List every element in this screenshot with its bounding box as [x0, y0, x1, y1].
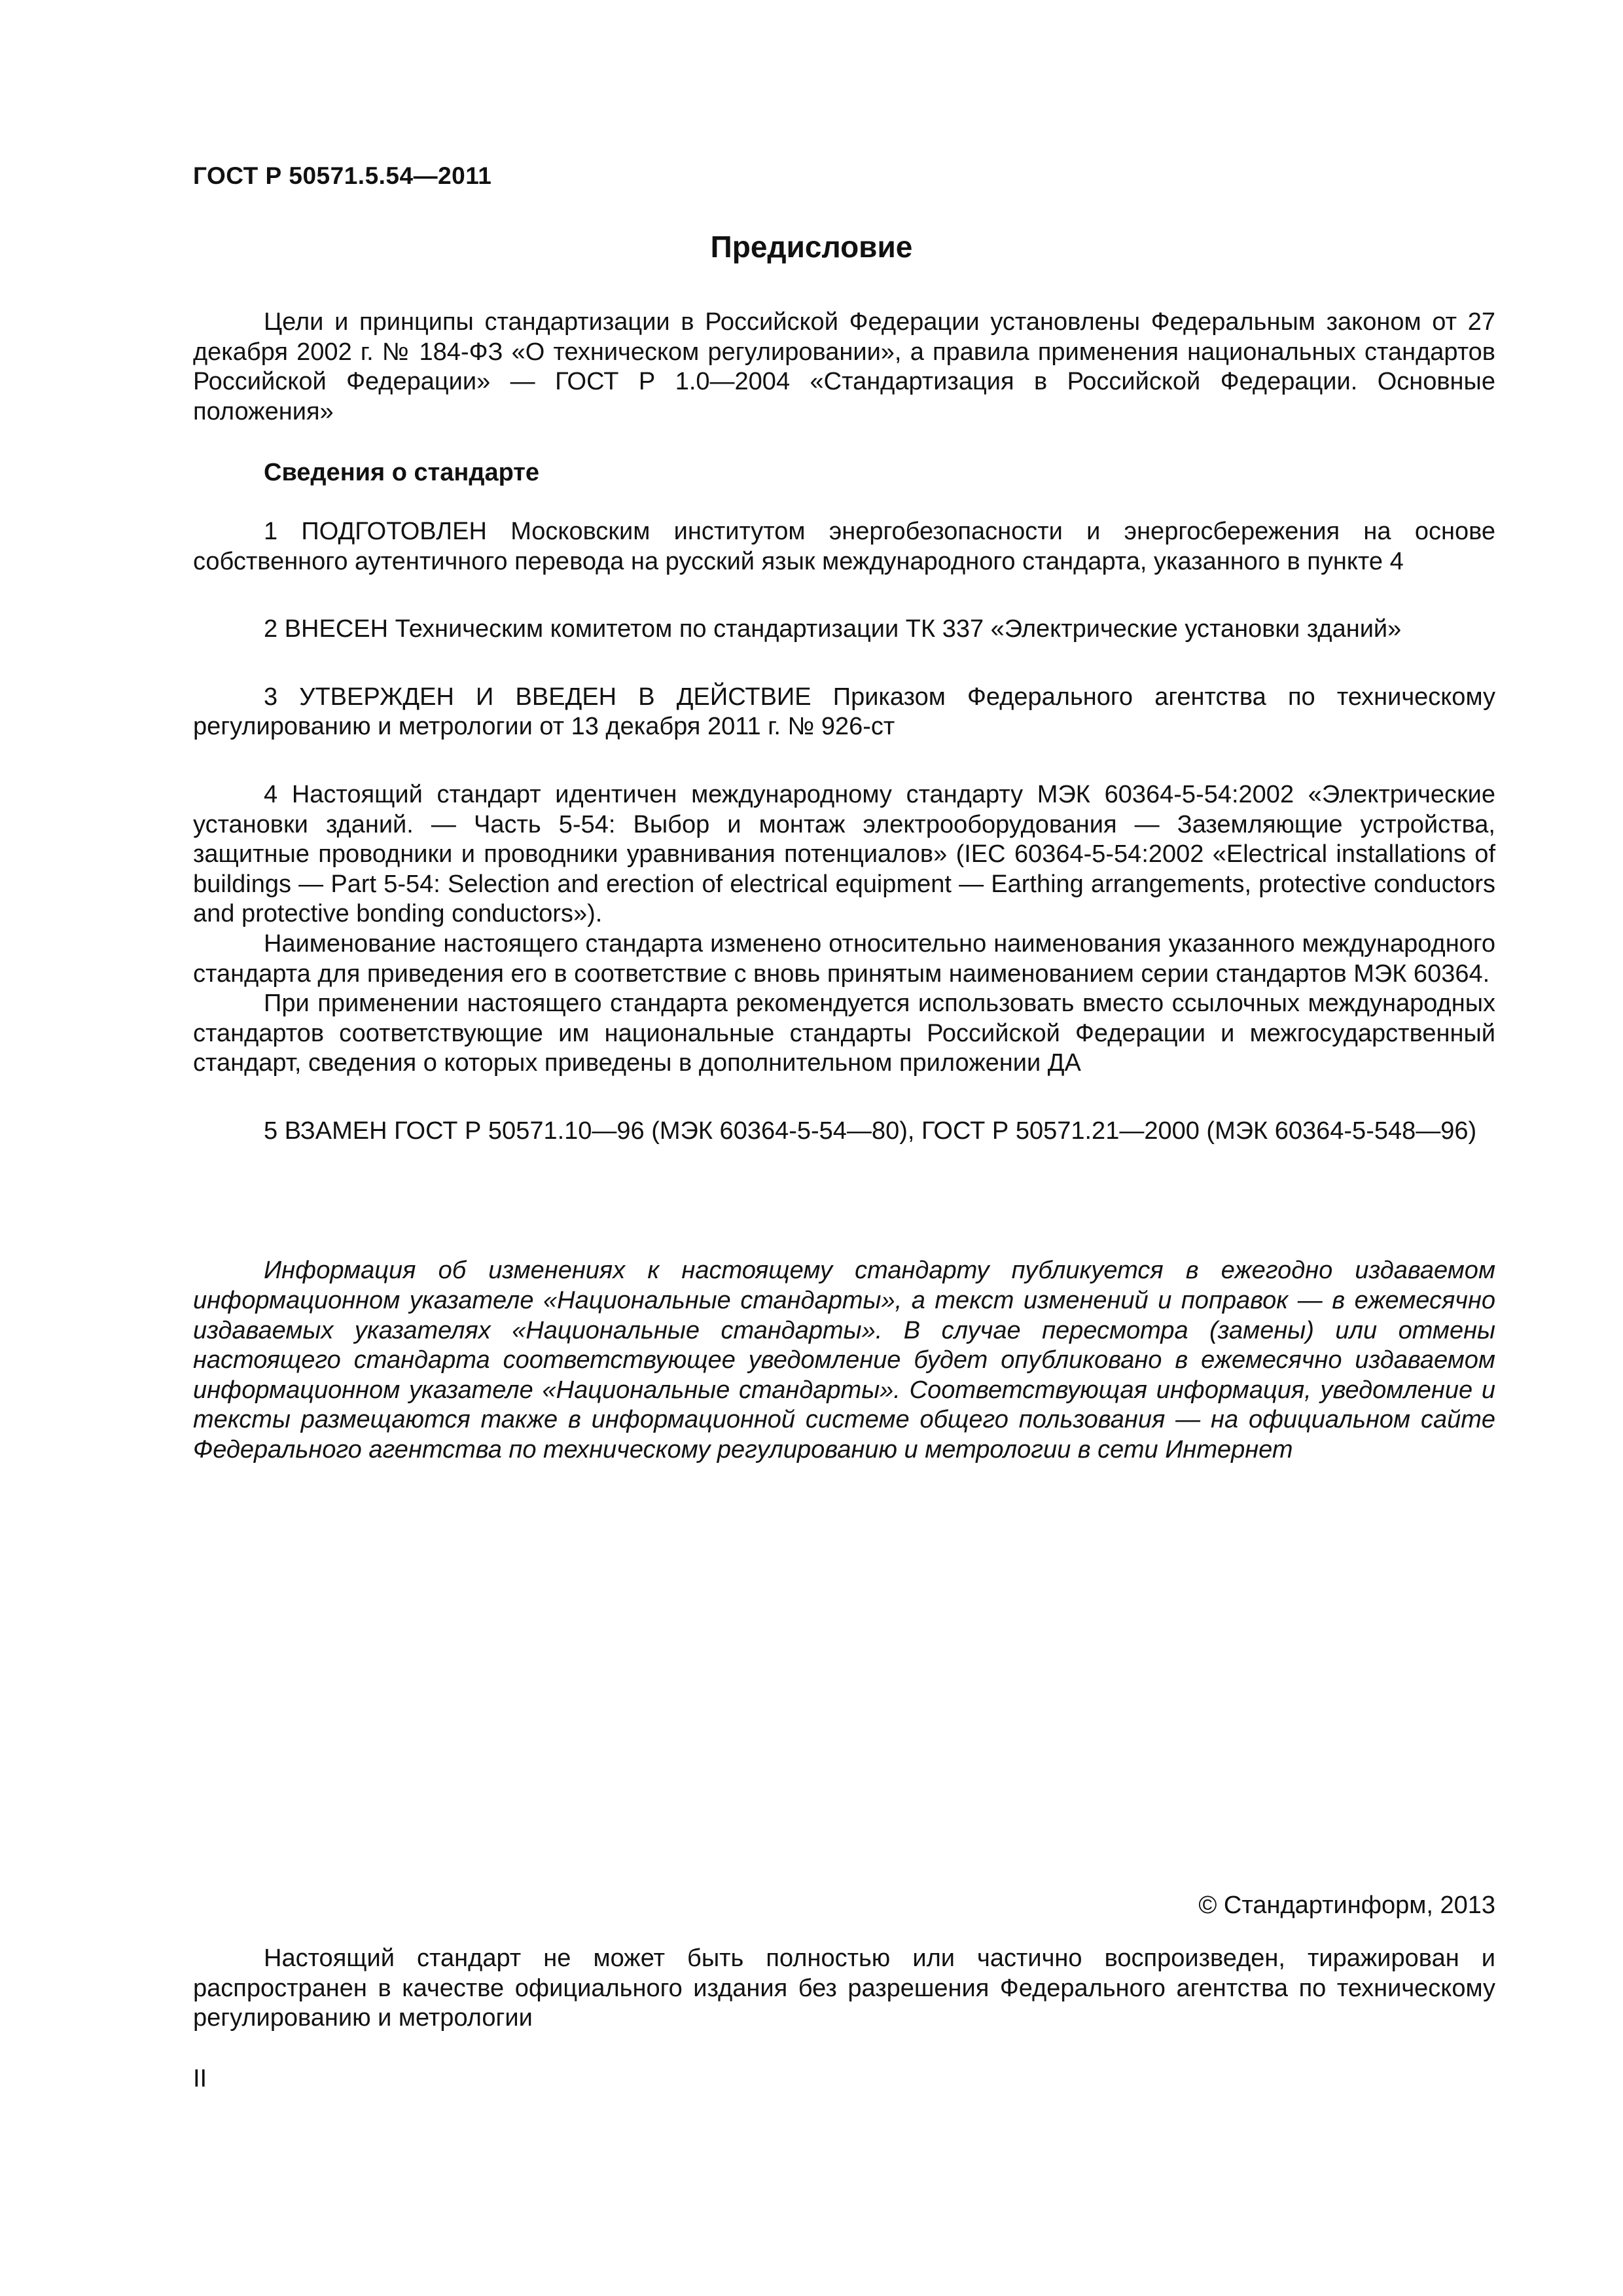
info-notice-paragraph: Информация об изменениях к настоящему стандарту публикуется в ежегодно издаваемом информационном указателе «Национальные стандарты», а текст изменений и поправок — в ежемесячно издаваемых указателях «Национальные стандарты». В случае пересмотра (замены) или отмены настоящего стандарта соответствующее уведомление будет опубликовано в ежемесячно издаваемом информационном указателе «Национальные стандарты». Соответствующая информация, уведомление и тексты размещаются также в информационной системе общего пользования — на официальном сайте Федерального агентства по техническому регулированию и метрологии в сети Интернет — [193, 1257, 1495, 1464]
item-4-application-paragraph: При применении настоящего стандарта рекомендуется использовать вместо ссылочных международных стандартов соответствующие им национальные стандарты Российской Федерации и межгосударственный стандарт, сведения о которых приведены в дополнительном приложении ДА — [193, 990, 1495, 1077]
copyright-line: © Стандартинформ, 2013 — [1198, 1892, 1495, 1919]
document-number-header: ГОСТ Р 50571.5.54—2011 — [193, 162, 492, 189]
item-4-naming-paragraph: Наименование настоящего стандарта изменено относительно наименования указанного международного стандарта для приведения его в соответствие с вновь принятым наименованием серии стандартов МЭК 60364. — [193, 929, 1495, 988]
document-body — [193, 308, 1495, 1465]
page-title: Предисловие — [710, 230, 913, 264]
item-3-paragraph: 3 УТВЕРЖДЕН И ВВЕДЕН В ДЕЙСТВИЕ Приказом Федерального агентства по техническому регулированию и метрологии от 13 декабря 2011 г. № 926-ст — [193, 683, 1495, 741]
item-4-paragraph: 4 Настоящий стандарт идентичен международному стандарту МЭК 60364-5-54:2002 «Электрические установки зданий. — Часть 5-54: Выбор и монтаж электрооборудования — Заземляющие устройства, защитные проводники и проводники уравнивания потенциалов» (IEC 60364-5-54:2002 «Electrical installations of buildings — Part 5-54: Selection and erection of electrical equipment — Earthing arrangements, protective conductors and protective bonding conductors»). — [193, 780, 1495, 928]
intro-paragraph: Цели и принципы стандартизации в Российской Федерации установлены Федеральным законом от 27 декабря 2002 г. № 184-ФЗ «О техническом регулировании», а правила применения национальных стандартов Российской Федерации» — ГОСТ Р 1.0—2004 «Стандартизация в Российской Федерации. Основные положения» — [193, 308, 1495, 425]
item-2-paragraph: 2 ВНЕСЕН Техническим комитетом по стандартизации ТК 337 «Электрические установки зданий» — [264, 615, 1402, 643]
section-title: Сведения о стандарте — [264, 459, 540, 487]
item-5-paragraph: 5 ВЗАМЕН ГОСТ Р 50571.10—96 (МЭК 60364-5-54—80), ГОСТ Р 50571.21—2000 (МЭК 60364-5-548—96) — [264, 1117, 1477, 1145]
item-1-paragraph: 1 ПОДГОТОВЛЕН Московским институтом энергобезопасности и энергосбережения на основе собственного аутентичного перевода на русский язык международного стандарта, указанного в пункте 4 — [193, 517, 1495, 575]
reproduction-notice: Настоящий стандарт не может быть полностью или частично воспроизведен, тиражирован и распространен в качестве официального издания без разрешения Федерального агентства по техническому регулированию и метрологии — [193, 1945, 1495, 2032]
page-number: II — [193, 2065, 207, 2092]
